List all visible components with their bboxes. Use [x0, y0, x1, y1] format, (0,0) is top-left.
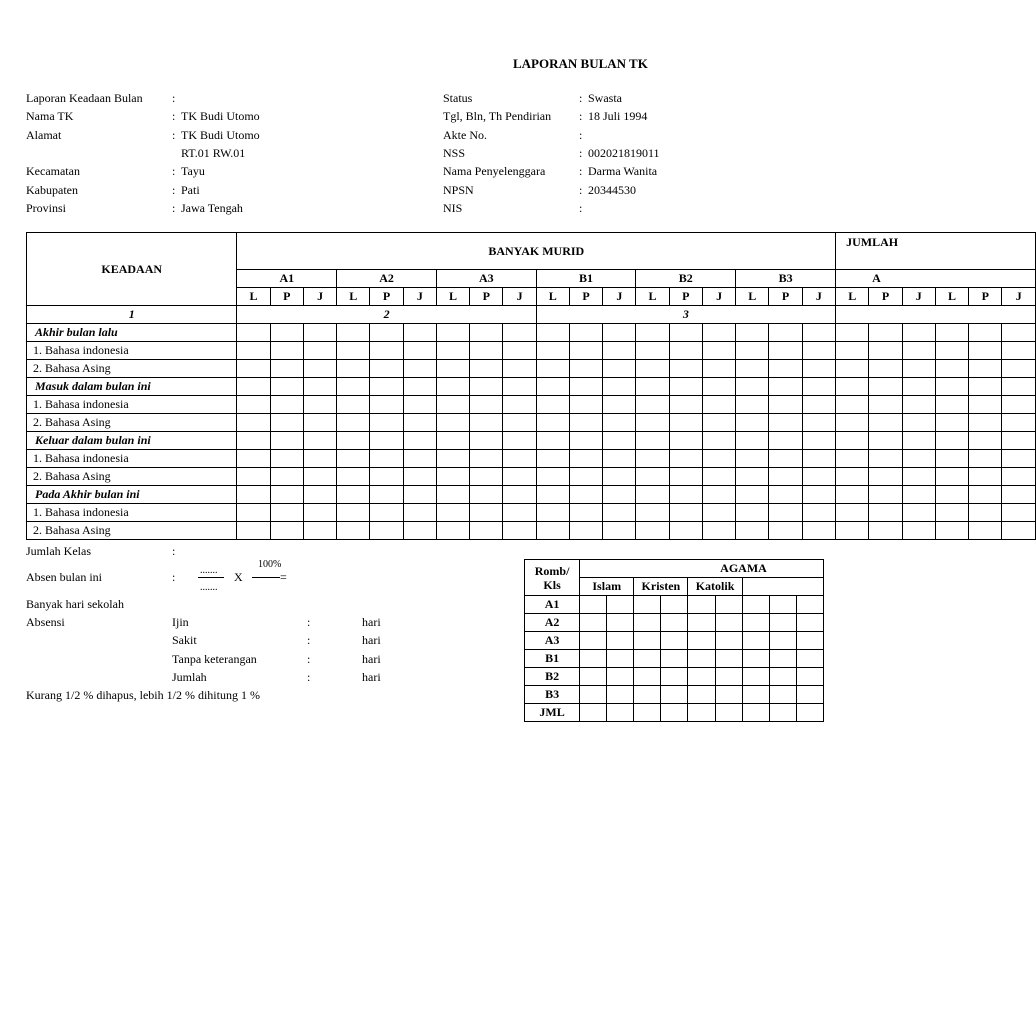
table-cell [661, 686, 688, 704]
table-cell [661, 668, 688, 686]
table-cell [935, 486, 968, 504]
table-cell [802, 378, 835, 396]
table-cell [742, 650, 769, 668]
agama-row-label: B1 [525, 650, 580, 668]
table-cell [869, 378, 902, 396]
absensi-item-label: Ijin [172, 615, 189, 629]
table-cell [742, 614, 769, 632]
info-left-label: Alamat [26, 127, 62, 142]
info-left-colon: : [172, 182, 176, 197]
table-cell [935, 450, 968, 468]
info-right-label: Status [443, 91, 473, 105]
table-cell [634, 614, 661, 632]
agama-row-label: B3 [525, 686, 580, 704]
agama-row-label: B2 [525, 668, 580, 686]
class-header: B1 [536, 270, 636, 288]
table-cell [869, 360, 902, 378]
section-heading: Masuk dalam bulan ini [27, 378, 237, 396]
info-left-label: Nama TK [26, 109, 74, 124]
col-num-2: 2 [237, 306, 536, 324]
table-cell [902, 396, 935, 414]
table-cell [580, 614, 607, 632]
table-cell [607, 704, 634, 722]
table-cell [1002, 342, 1036, 360]
table-cell [836, 468, 869, 486]
table-cell [769, 668, 796, 686]
table-cell [769, 650, 796, 668]
jumlah-header: JUMLAH [836, 233, 1036, 270]
equals-sign: = [280, 570, 287, 584]
table-cell [802, 396, 835, 414]
table-cell [802, 522, 835, 540]
absensi-label: Absensi [26, 615, 65, 629]
info-left-colon: : [172, 109, 176, 124]
class-header: A1 [237, 270, 337, 288]
table-cell [769, 596, 796, 614]
row-label: 1. Bahasa indonesia [27, 450, 237, 468]
table-cell [802, 432, 835, 450]
table-cell [902, 486, 935, 504]
agama-column-header: Katolik [688, 578, 742, 596]
agama-row [525, 650, 824, 668]
info-left-colon: : [172, 91, 176, 105]
info-right-colon: : [579, 109, 583, 124]
info-left-label: Kabupaten [26, 182, 78, 197]
lpj-header: J [603, 288, 636, 306]
table-cell [869, 522, 902, 540]
table-cell [769, 704, 796, 722]
table-cell [688, 704, 715, 722]
agama-row-label: A2 [525, 614, 580, 632]
table-cell [580, 668, 607, 686]
section-heading: Keluar dalam bulan ini [27, 432, 237, 450]
table-cell [688, 668, 715, 686]
table-cell [715, 686, 742, 704]
agama-row [525, 686, 824, 704]
lpj-header: L [836, 288, 869, 306]
info-right-colon: : [579, 127, 583, 142]
table-cell [969, 360, 1002, 378]
table-cell [796, 668, 823, 686]
absensi-item-colon: : [307, 669, 311, 684]
table-cell [935, 468, 968, 486]
table-cell [688, 632, 715, 650]
numerator-dots: ....... [200, 565, 218, 576]
lpj-header: J [503, 288, 536, 306]
table-cell [836, 324, 869, 342]
table-cell [935, 522, 968, 540]
romb-label: Romb/ [534, 563, 570, 578]
table-cell [580, 596, 607, 614]
row-label: 2. Bahasa Asing [27, 468, 237, 486]
table-cell [769, 414, 802, 432]
table-cell [715, 650, 742, 668]
info-left-label: Kecamatan [26, 164, 80, 179]
table-cell [969, 522, 1002, 540]
lpj-header: J [802, 288, 835, 306]
table-cell [769, 632, 796, 650]
table-cell [769, 396, 802, 414]
table-cell [688, 596, 715, 614]
table-cell [1002, 324, 1036, 342]
absensi-item-label: Tanpa keterangan [172, 651, 257, 666]
info-right-value: Darma Wanita [588, 164, 658, 179]
info-left-label: Laporan Keadaan Bulan [26, 91, 143, 105]
table-cell [607, 614, 634, 632]
table-cell [969, 450, 1002, 468]
table-cell [935, 396, 968, 414]
info-left-value: Tayu [181, 164, 205, 179]
table-cell [715, 704, 742, 722]
rounding-note: Kurang 1/2 % dihapus, lebih 1/2 % dihitung 1 % [26, 688, 260, 702]
table-cell [715, 596, 742, 614]
info-right-colon: : [579, 145, 583, 160]
table-cell [661, 650, 688, 668]
table-cell [742, 686, 769, 704]
table-cell [742, 596, 769, 614]
table-cell [580, 686, 607, 704]
section-heading: Pada Akhir bulan ini [27, 486, 237, 504]
table-cell [935, 378, 968, 396]
table-cell [902, 360, 935, 378]
table-cell [607, 668, 634, 686]
table-cell [869, 486, 902, 504]
info-right-value: 18 Juli 1994 [588, 109, 648, 124]
lpj-header: L [536, 288, 569, 306]
agama-header-row [525, 560, 824, 578]
table-cell [742, 668, 769, 686]
table-cell [1002, 432, 1036, 450]
table-cell [769, 614, 796, 632]
lpj-header: J [702, 288, 735, 306]
table-cell [869, 342, 902, 360]
table-cell [796, 596, 823, 614]
info-right-label: Nama Penyelenggara [443, 164, 546, 179]
table-cell [796, 614, 823, 632]
lpj-header: L [337, 288, 370, 306]
table-cell [715, 614, 742, 632]
info-right-label: NSS [443, 145, 466, 160]
table-cell [836, 360, 869, 378]
lpj-header: P [969, 288, 1002, 306]
table-cell [869, 432, 902, 450]
table-cell [769, 342, 802, 360]
info-right-colon: : [579, 182, 583, 197]
lpj-header: L [935, 288, 968, 306]
table-cell [969, 414, 1002, 432]
table-cell [869, 396, 902, 414]
info-left-value: Pati [181, 182, 200, 197]
info-left-colon: : [172, 164, 176, 179]
table-cell [869, 450, 902, 468]
table-cell [769, 686, 796, 704]
table-cell [969, 486, 1002, 504]
table-cell [902, 504, 935, 522]
info-left-label: Provinsi [26, 200, 67, 215]
table-cell [836, 342, 869, 360]
row-label: 1. Bahasa indonesia [27, 342, 237, 360]
table-cell [802, 468, 835, 486]
lpj-header: J [1002, 288, 1036, 306]
section-heading: Akhir bulan lalu [27, 324, 237, 342]
table-cell [688, 614, 715, 632]
absen-colon: : [172, 570, 176, 584]
col-num-1: 1 [27, 306, 237, 324]
info-left-value: Jawa Tengah [181, 200, 243, 215]
absensi-item-unit: hari [362, 633, 381, 648]
table-cell [1002, 468, 1036, 486]
lpj-header: P [370, 288, 403, 306]
table-cell [661, 704, 688, 722]
jumlah-class-header: A [836, 270, 1036, 288]
agama-row [525, 668, 824, 686]
absensi-item-colon: : [307, 651, 311, 666]
table-cell [802, 450, 835, 468]
absensi-item-label: Sakit [172, 633, 197, 648]
info-right-colon: : [579, 200, 583, 215]
table-cell [935, 432, 968, 450]
agama-row [525, 596, 824, 614]
class-header: A2 [337, 270, 437, 288]
info-right-label: Tgl, Bln, Th Pendirian [443, 109, 552, 124]
table-cell [1002, 414, 1036, 432]
kls-label: Kls [543, 577, 561, 592]
class-header: A3 [436, 270, 536, 288]
table-cell [802, 342, 835, 360]
table-cell [902, 450, 935, 468]
table-cell [1002, 504, 1036, 522]
row-label: 1. Bahasa indonesia [27, 504, 237, 522]
table-cell [661, 596, 688, 614]
table-cell [607, 632, 634, 650]
table-cell [802, 414, 835, 432]
info-right-label: NIS [443, 200, 463, 215]
table-cell [836, 450, 869, 468]
info-left-value: RT.01 RW.01 [181, 145, 246, 160]
jumlah-kelas-colon: : [172, 544, 176, 558]
table-cell [969, 342, 1002, 360]
jumlah-kelas-label: Jumlah Kelas [26, 544, 91, 558]
lpj-header: J [902, 288, 935, 306]
agama-column-empty [742, 578, 823, 596]
table-cell [902, 414, 935, 432]
table-cell [836, 432, 869, 450]
agama-row-label: A1 [525, 596, 580, 614]
table-cell [969, 378, 1002, 396]
table-cell [1002, 486, 1036, 504]
table-cell [869, 414, 902, 432]
lpj-header: P [769, 288, 802, 306]
agama-title: AGAMA [580, 560, 824, 578]
absensi-item-colon: : [307, 615, 311, 629]
absen-bulan-ini-label: Absen bulan ini [26, 570, 102, 584]
agama-row [525, 614, 824, 632]
table-cell [902, 378, 935, 396]
table-cell [869, 324, 902, 342]
lpj-header: J [403, 288, 436, 306]
col-num-empty [836, 306, 1036, 324]
table-cell [769, 468, 802, 486]
info-right-value: Swasta [588, 91, 622, 105]
class-header: B3 [736, 270, 836, 288]
table-cell [634, 686, 661, 704]
table-cell [969, 432, 1002, 450]
table-cell [796, 632, 823, 650]
absensi-item-unit: hari [362, 615, 381, 629]
table-cell [836, 414, 869, 432]
table-cell [802, 360, 835, 378]
table-cell [634, 596, 661, 614]
absensi-item-colon: : [307, 633, 311, 648]
absensi-item-unit: hari [362, 651, 381, 666]
info-right-label: Akte No. [443, 127, 487, 142]
table-cell [1002, 378, 1036, 396]
table-cell [969, 324, 1002, 342]
lpj-header: L [636, 288, 669, 306]
agama-row-label: JML [525, 704, 580, 722]
lpj-header: P [569, 288, 602, 306]
table-cell [634, 668, 661, 686]
table-cell [935, 342, 968, 360]
percent-numerator: 100% [258, 559, 282, 570]
table-cell [661, 614, 688, 632]
lpj-header: P [470, 288, 503, 306]
table-cell [580, 650, 607, 668]
table-cell [802, 504, 835, 522]
table-cell [769, 504, 802, 522]
info-left-value: TK Budi Utomo [181, 127, 260, 142]
table-cell [634, 704, 661, 722]
col-num-3: 3 [536, 306, 835, 324]
table-cell [969, 504, 1002, 522]
agama-table [524, 559, 824, 722]
table-cell [580, 632, 607, 650]
table-cell [836, 378, 869, 396]
agama-row [525, 632, 824, 650]
agama-row-label: A3 [525, 632, 580, 650]
table-cell [661, 632, 688, 650]
table-cell [769, 450, 802, 468]
table-cell [607, 596, 634, 614]
table-cell [869, 504, 902, 522]
table-cell [802, 486, 835, 504]
row-label: 2. Bahasa Asing [27, 522, 237, 540]
info-left-colon: : [172, 200, 176, 215]
table-cell [935, 504, 968, 522]
table-cell [634, 632, 661, 650]
info-right-label: NPSN [443, 182, 474, 197]
info-right-colon: : [579, 91, 583, 105]
table-cell [902, 432, 935, 450]
table-cell [607, 650, 634, 668]
banyak-murid-header: BANYAK MURID [237, 233, 836, 270]
table-cell [1002, 360, 1036, 378]
table-cell [796, 704, 823, 722]
table-cell [796, 686, 823, 704]
info-right-colon: : [579, 164, 583, 179]
table-cell [969, 468, 1002, 486]
lpj-header: L [237, 288, 270, 306]
lpj-header: L [436, 288, 469, 306]
romb-kls-header [525, 560, 580, 596]
info-right-value: 002021819011 [588, 145, 660, 160]
table-cell [935, 360, 968, 378]
table-cell [802, 324, 835, 342]
table-cell [796, 650, 823, 668]
table-cell [769, 432, 802, 450]
table-cell [902, 522, 935, 540]
table-cell [634, 650, 661, 668]
table-cell [1002, 396, 1036, 414]
table-cell [715, 668, 742, 686]
agama-column-header: Kristen [634, 578, 688, 596]
table-cell [715, 632, 742, 650]
table-cell [902, 468, 935, 486]
table-cell [969, 396, 1002, 414]
table-cell [769, 378, 802, 396]
lpj-header: P [669, 288, 702, 306]
table-cell [935, 324, 968, 342]
table-cell [935, 414, 968, 432]
page-title: LAPORAN BULAN TK [513, 56, 648, 71]
info-left-colon: : [172, 127, 176, 142]
table-cell [1002, 522, 1036, 540]
row-label: 2. Bahasa Asing [27, 414, 237, 432]
table-cell [742, 704, 769, 722]
table-cell [1002, 450, 1036, 468]
table-cell [769, 522, 802, 540]
absensi-item-unit: hari [362, 669, 381, 684]
denominator-dots: ....... [200, 582, 218, 593]
lpj-header: L [736, 288, 769, 306]
table-cell [836, 486, 869, 504]
table-cell [580, 704, 607, 722]
table-cell [836, 504, 869, 522]
row-label: 2. Bahasa Asing [27, 360, 237, 378]
lpj-header: P [270, 288, 303, 306]
row-label: 1. Bahasa indonesia [27, 396, 237, 414]
keadaan-header: KEADAAN [27, 233, 237, 306]
table-cell [607, 686, 634, 704]
agama-row [525, 704, 824, 722]
info-left-value: TK Budi Utomo [181, 109, 260, 124]
table-cell [836, 396, 869, 414]
table-cell [688, 650, 715, 668]
times-sign: X [234, 570, 243, 584]
table-cell [869, 468, 902, 486]
table-cell [836, 522, 869, 540]
banyak-hari-label: Banyak hari sekolah [26, 597, 124, 611]
lpj-header: J [303, 288, 336, 306]
info-right-value: 20344530 [588, 182, 636, 197]
agama-column-header: Islam [580, 578, 634, 596]
table-cell [742, 632, 769, 650]
table-cell [688, 686, 715, 704]
table-cell [769, 486, 802, 504]
table-cell [769, 324, 802, 342]
class-header: B2 [636, 270, 736, 288]
table-cell [769, 360, 802, 378]
table-cell [902, 342, 935, 360]
absensi-item-label: Jumlah [172, 669, 207, 684]
table-cell [902, 324, 935, 342]
lpj-header: P [869, 288, 902, 306]
